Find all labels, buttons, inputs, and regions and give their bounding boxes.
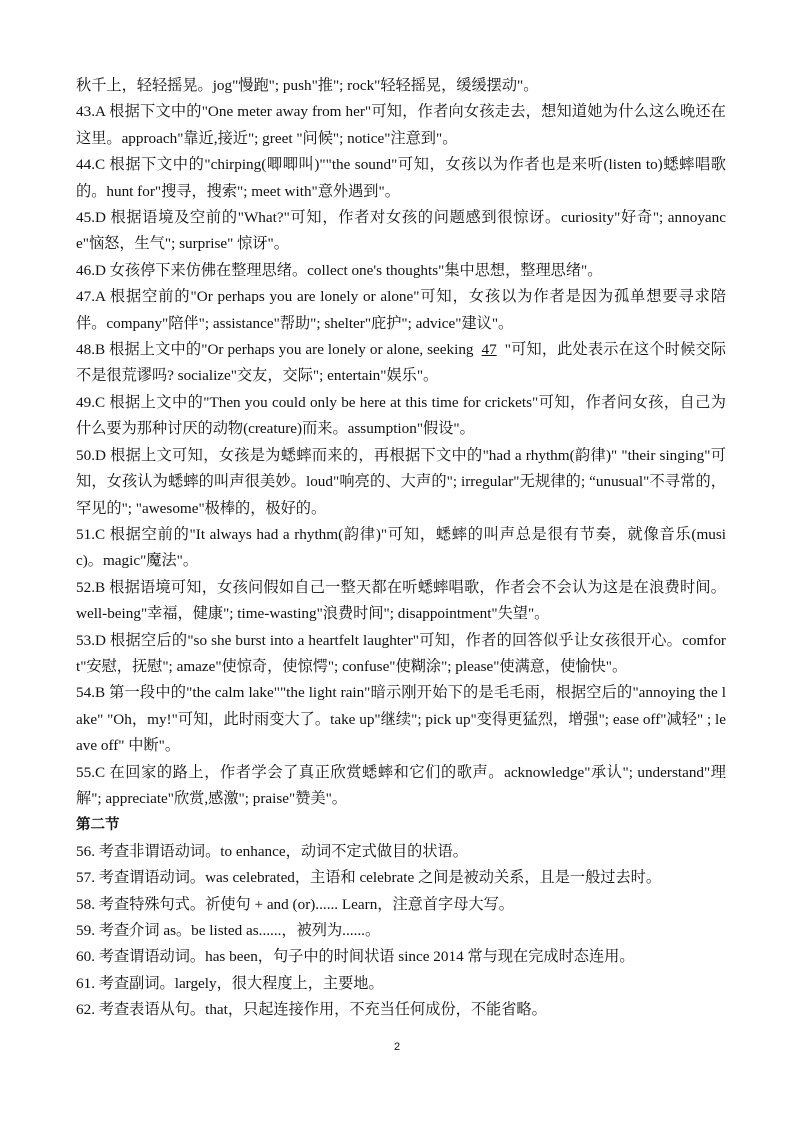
answer-45: 45.D 根据语境及空前的"What?"可知，作者对女孩的问题感到很惊讶。curiosity"好奇"; annoyance"恼怒，生气"; surprise" 惊讶"。	[76, 209, 726, 253]
item-56: 56. 考查非谓语动词。to enhance，动词不定式做目的状语。	[76, 842, 468, 860]
answer-44: 44.C 根据下文中的"chirping(唧唧叫)""the sound"可知，女孩以为作者也是来听(listen to)蟋蟀唱歌的。hunt for"搜寻，搜索"; meet with"意外遇到"。	[76, 156, 726, 200]
item-57: 57. 考查谓语动词。was celebrated，主语和 celebrate 之间是被动关系，且是一般过去时。	[76, 869, 662, 887]
answer-48	[76, 337, 726, 390]
blank-number: 47	[481, 341, 497, 359]
item-58: 58. 考查特殊句式。祈使句 + and (or)...... Learn，注意首字母大写。	[76, 895, 514, 913]
answer-43: 43.A 根据下文中的"One meter away from her"可知，作者向女孩走去，想知道她为什么这么晚还在这里。approach"靠近,接近"; greet "问候"; notice"注意到"。	[76, 103, 726, 147]
answer-53: 53.D 根据空后的"so she burst into a heartfelt laughter"可知，作者的回答似乎让女孩很开心。comfort"安慰，抚慰"; amaze"使惊奇，使惊愕"; confuse"使糊涂"; please"使满意，使愉快"。	[76, 631, 726, 675]
answer-55: 55.C 在回家的路上，作者学会了真正欣赏蟋蟀和它们的歌声。acknowledge"承认"; understand"理解"; appreciate"欣赏,感激"; praise"赞美"。	[76, 763, 726, 807]
item-62: 62. 考查表语从句。that，只起连接作用，不充当任何成份，不能省略。	[76, 1001, 547, 1019]
item-60: 60. 考查谓语动词。has been，句子中的时间状语 since 2014 常与现在完成时态连用。	[76, 948, 635, 966]
item-59: 59. 考查介词 as。be listed as......，被列为......。	[76, 922, 381, 939]
item-61: 61. 考查副词。largely，很大程度上，主要地。	[76, 974, 384, 992]
answer-47: 47.A 根据空前的"Or perhaps you are lonely or alone"可知，女孩以为作者是因为孤单想要寻求陪伴。company"陪伴"; assistance"帮助"; shelter"庇护"; advice"建议"。	[76, 288, 726, 332]
paragraph-continuation: 秋千上，轻轻摇晃。jog"慢跑"; push"推"; rock"轻轻摇晃，缓缓摆动"。	[76, 77, 539, 94]
answer-50: 50.D 根据上文可知，女孩是为蟋蟀而来的，再根据下文中的"had a rhythm(韵律)" "their singing"可知，女孩认为蟋蟀的叫声很美妙。loud"响亮的、大声的"; irregular"无规律的; “unusual"不寻常的，罕见的"; "awesome"极棒的，极好的。	[76, 446, 726, 517]
answer-explanations	[76, 73, 726, 1024]
answer-54: 54.B 第一段中的"the calm lake""the light rain"暗示刚开始下的是毛毛雨，根据空后的"annoying the lake" "Oh，my!"可知，此时雨变大了。take up"继续"; pick up"变得更猛烈，增强"; ease off"减轻" ; leave off" 中断"。	[76, 684, 726, 755]
answer-48-after: "可知，此处表示在这个时候交际不是很荒谬吗? socialize"交友，交际"; entertain"娱乐"。	[76, 341, 726, 385]
section-title: 第二节	[76, 817, 120, 834]
answer-49: 49.C 根据上文中的"Then you could only be here at this time for crickets"可知，作者问女孩，自己为什么要为那种讨厌的动物(creature)而来。assumption"假设"。	[76, 393, 726, 438]
answer-51: 51.C 根据空前的"It always had a rhythm(韵律)"可知，蟋蟀的叫声总是很有节奏，就像音乐(music)。magic"魔法"。	[76, 525, 726, 570]
answer-48-before: 48.B 根据上文中的"Or perhaps you are lonely or alone, seeking	[76, 341, 474, 359]
answer-52: 52.B 根据语境可知，女孩问假如自己一整天都在听蟋蟀唱歌，作者会不会认为这是在浪费时间。well-being"幸福，健康"; time-wasting"浪费时间"; disappointment"失望"。	[76, 578, 726, 623]
page-number: 2	[393, 1041, 401, 1053]
answer-46: 46.D 女孩停下来仿佛在整理思绪。collect one's thoughts"集中思想，整理思绪"。	[76, 261, 603, 279]
